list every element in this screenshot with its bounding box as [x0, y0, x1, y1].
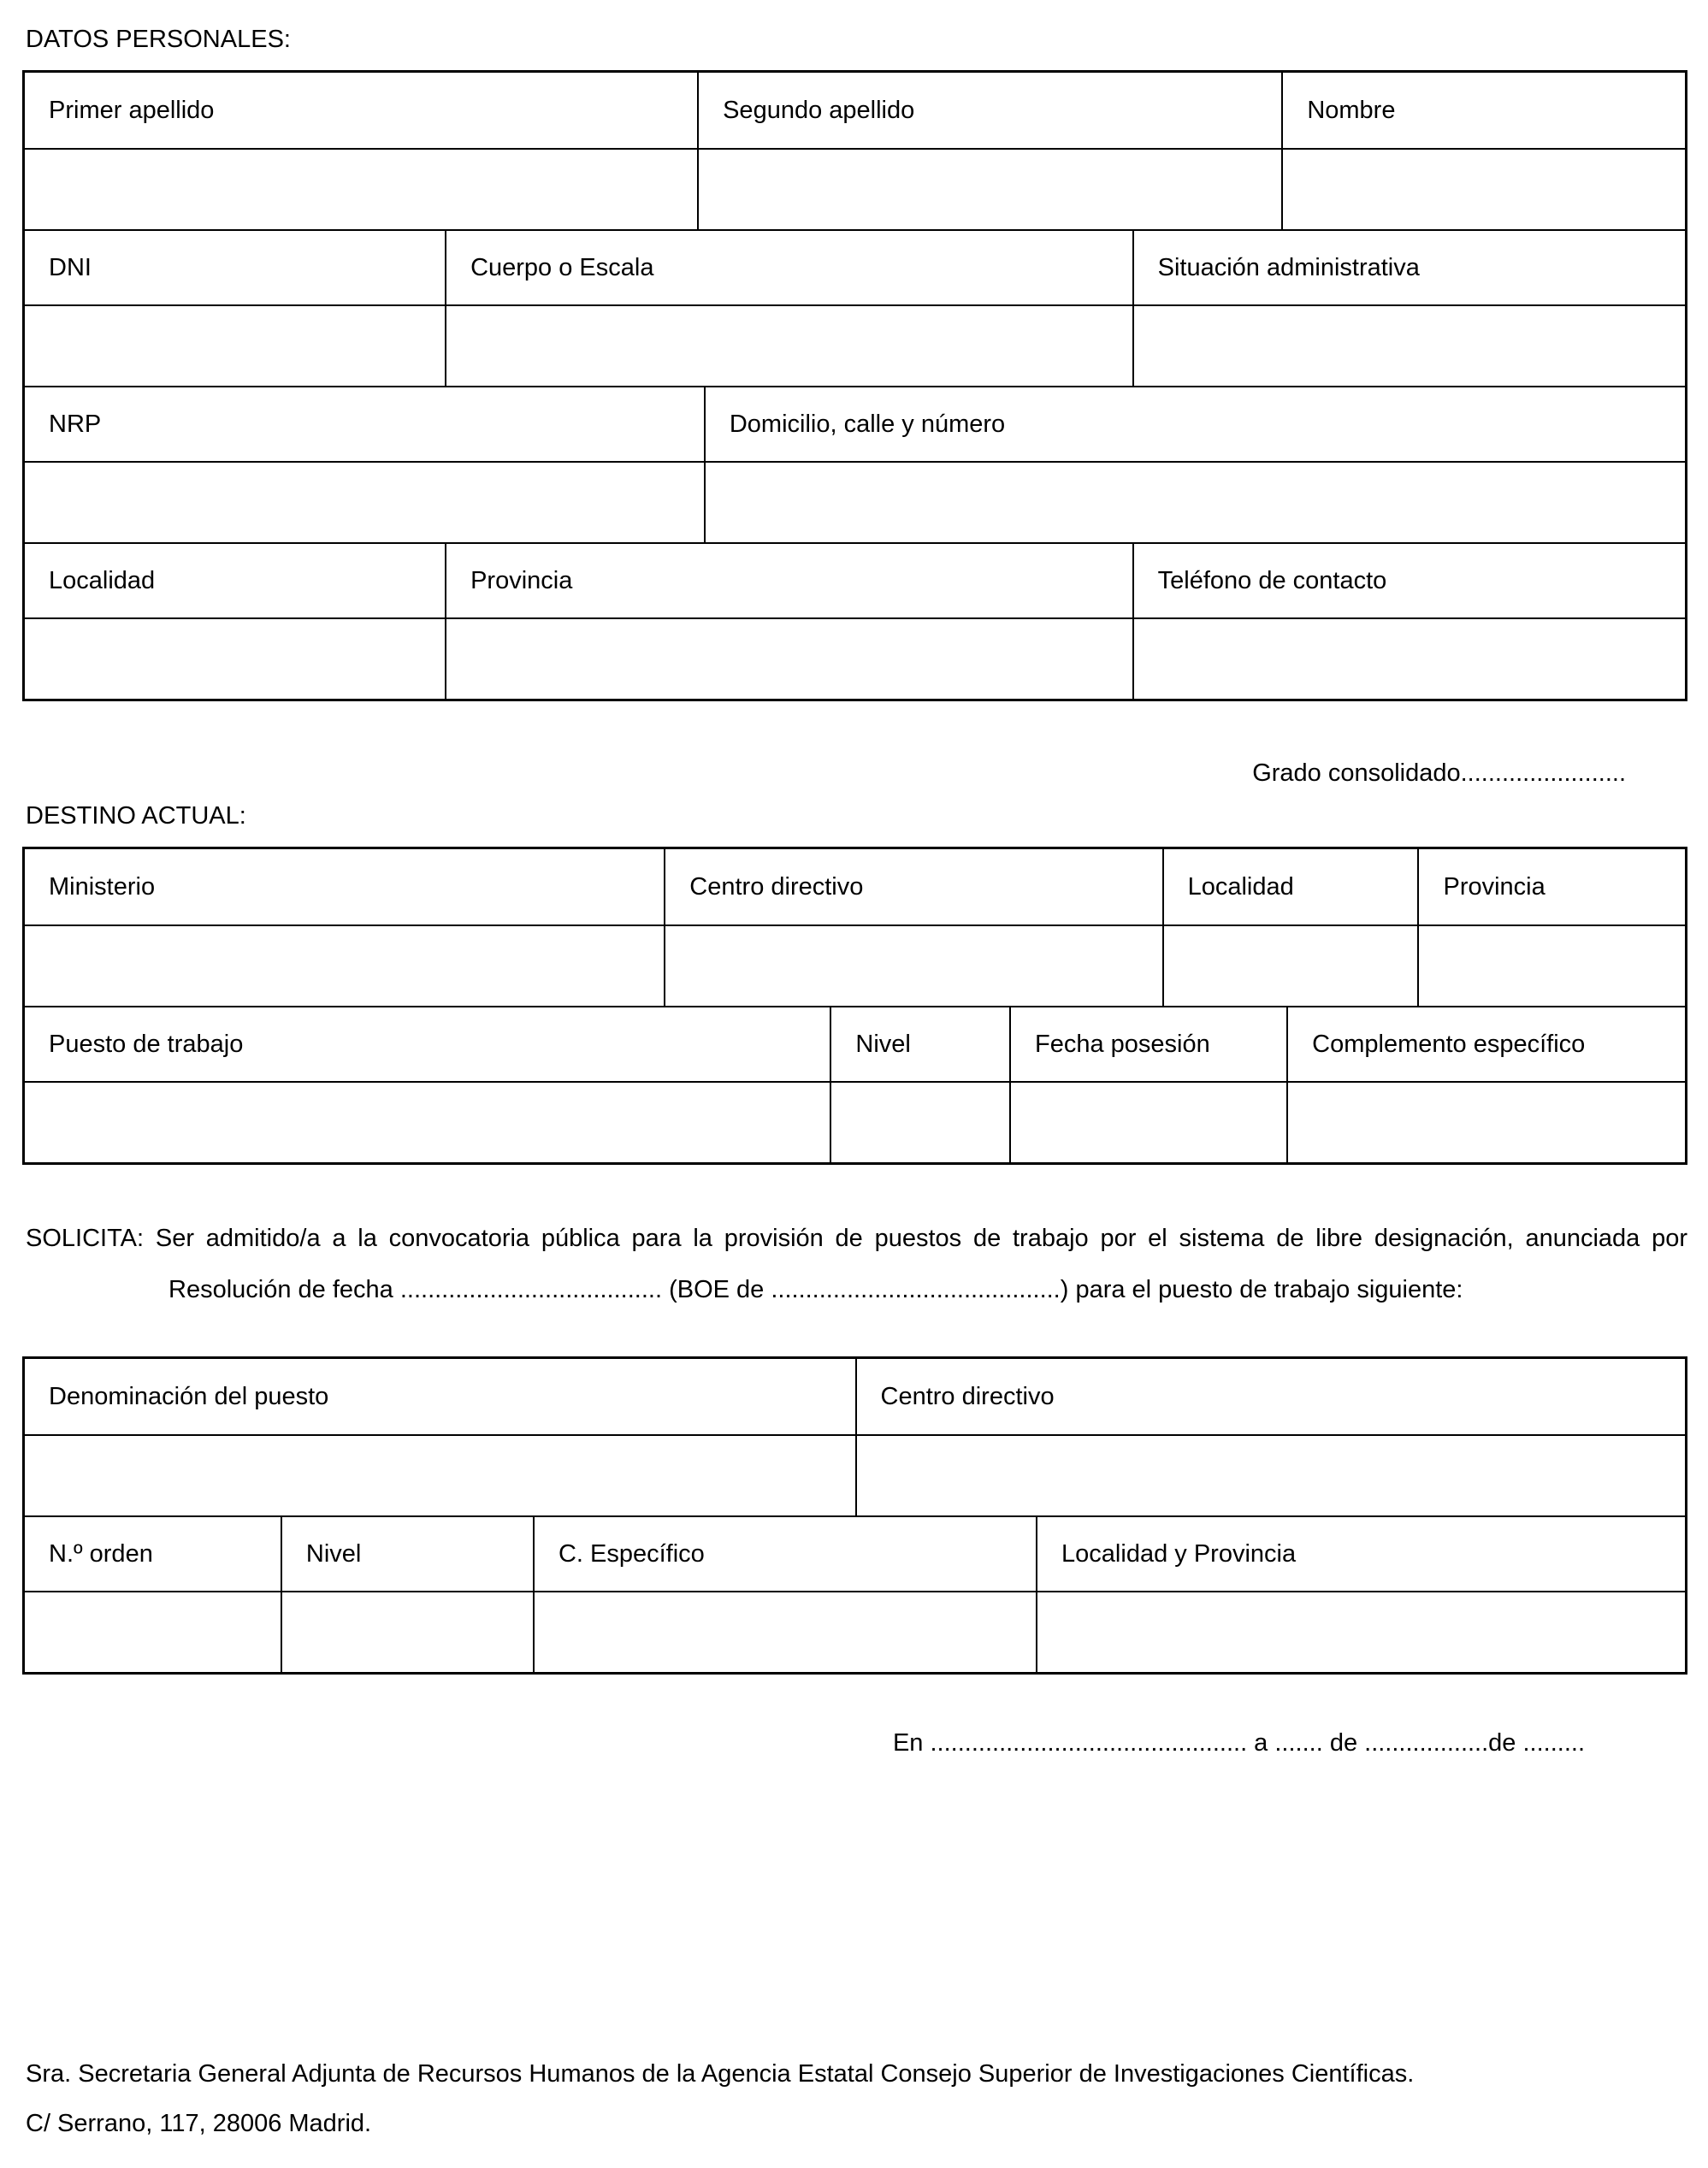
fecha-posesion-field: [1009, 1083, 1286, 1162]
localidad-provincia-field: [1036, 1592, 1685, 1672]
datos-personales-heading: DATOS PERSONALES:: [26, 26, 291, 53]
puesto-solicitado-table: [22, 1356, 1687, 1675]
denominacion-puesto-field: [25, 1436, 855, 1515]
personal-fields-row-1: [25, 148, 1685, 229]
fecha-posesion-label: Fecha posesión: [1009, 1007, 1286, 1081]
nivel-label: Nivel: [830, 1007, 1009, 1081]
nrp-field: [25, 463, 704, 542]
destino-labels-row-1: [25, 849, 1685, 925]
puesto-labels-row-2: [25, 1515, 1685, 1591]
addressee-line-2: C/ Serrano, 117, 28006 Madrid.: [26, 2110, 372, 2137]
telefono-contacto-label: Teléfono de contacto: [1132, 544, 1685, 617]
destino-provincia-field: [1417, 926, 1685, 1006]
nivel-field: [830, 1083, 1009, 1162]
complemento-especifico-label: Complemento específico: [1286, 1007, 1685, 1081]
ministerio-label: Ministerio: [49, 872, 156, 901]
domicilio-field: [704, 463, 1685, 542]
ministerio-field: [25, 926, 664, 1006]
addressee-footer: [26, 2049, 1687, 2148]
centro-directivo-label: Centro directivo: [664, 849, 1161, 925]
situacion-administrativa-field: [1132, 306, 1685, 386]
puesto-trabajo-field: [25, 1083, 830, 1162]
destino-labels-row-2: [25, 1006, 1685, 1081]
localidad-label: Localidad: [49, 566, 156, 594]
cuerpo-escala-field: [445, 306, 1132, 386]
addressee-line-1: Sra. Secretaria General Adjunta de Recursos Humanos de la Agencia Estatal Consejo Superior de Investigaciones Científicas.: [26, 2060, 1415, 2088]
c-especifico-field: [533, 1592, 1036, 1672]
numero-orden-field: [25, 1592, 281, 1672]
personal-labels-row-2: [25, 229, 1685, 304]
segundo-apellido-field: [697, 150, 1281, 229]
puesto-centro-directivo-field: [855, 1436, 1686, 1515]
localidad-field: [25, 619, 445, 699]
nombre-field: [1281, 150, 1685, 229]
personal-labels-row-1: [25, 73, 1685, 148]
complemento-especifico-field: [1286, 1083, 1685, 1162]
domicilio-label: Domicilio, calle y número: [704, 387, 1685, 461]
denominacion-puesto-label: Denominación del puesto: [49, 1382, 329, 1410]
personal-labels-row-4: [25, 542, 1685, 617]
destino-localidad-field: [1162, 926, 1418, 1006]
dni-field: [25, 306, 445, 386]
numero-orden-label: N.º orden: [49, 1539, 153, 1568]
personal-fields-row-2: [25, 304, 1685, 386]
personal-fields-row-4: [25, 617, 1685, 699]
c-especifico-label: C. Específico: [533, 1517, 1036, 1591]
grado-consolidado-line: Grado consolidado........................: [1252, 759, 1626, 787]
puesto-fields-row-1: [25, 1434, 1685, 1515]
destino-actual-heading: DESTINO ACTUAL:: [26, 802, 246, 830]
puesto-nivel-field: [281, 1592, 533, 1672]
solicita-paragraph: [26, 1213, 1687, 1315]
puesto-fields-row-2: [25, 1591, 1685, 1672]
situacion-administrativa-label: Situación administrativa: [1132, 231, 1685, 304]
telefono-contacto-field: [1132, 619, 1685, 699]
nombre-label: Nombre: [1281, 73, 1685, 148]
date-place-line: En .............................................. a ....... de ..................de .........: [892, 1729, 1585, 1757]
dni-label: DNI: [49, 253, 92, 281]
destino-localidad-label: Localidad: [1162, 849, 1418, 925]
provincia-field: [445, 619, 1132, 699]
centro-directivo-field: [664, 926, 1161, 1006]
puesto-nivel-label: Nivel: [281, 1517, 533, 1591]
solicita-text: Ser admitido/a a la convocatoria pública para la provisión de puestos de trabajo por el sistema de libre designación, anunciada por Resolución de fecha ...................................... (BOE de ..........................................) para el puesto de trabajo siguiente:: [155, 1225, 1688, 1303]
puesto-centro-directivo-label: Centro directivo: [855, 1359, 1686, 1434]
cuerpo-escala-label: Cuerpo o Escala: [445, 231, 1132, 304]
nrp-label: NRP: [49, 410, 102, 438]
solicita-label: SOLICITA:: [26, 1225, 145, 1252]
puesto-trabajo-label: Puesto de trabajo: [49, 1030, 244, 1058]
provincia-label: Provincia: [445, 544, 1132, 617]
personal-labels-row-3: [25, 386, 1685, 461]
destino-fields-row-1: [25, 925, 1685, 1006]
personal-data-table: [22, 70, 1687, 701]
primer-apellido-label: Primer apellido: [49, 96, 215, 124]
localidad-provincia-label: Localidad y Provincia: [1036, 1517, 1685, 1591]
primer-apellido-field: [25, 150, 697, 229]
destino-fields-row-2: [25, 1081, 1685, 1162]
segundo-apellido-label: Segundo apellido: [697, 73, 1281, 148]
puesto-labels-row-1: [25, 1359, 1685, 1434]
personal-fields-row-3: [25, 461, 1685, 542]
destino-provincia-label: Provincia: [1417, 849, 1685, 925]
destino-actual-table: [22, 847, 1687, 1165]
